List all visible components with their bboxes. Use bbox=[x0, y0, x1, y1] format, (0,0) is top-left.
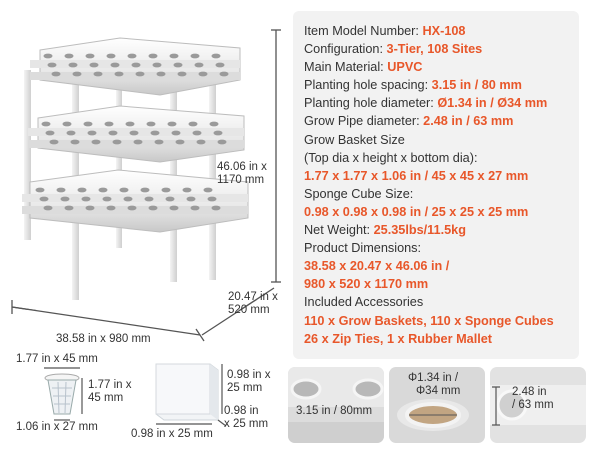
planting-hole bbox=[191, 206, 200, 211]
rack-height-label bbox=[217, 161, 267, 187]
spec-model bbox=[304, 22, 579, 40]
planting-hole bbox=[109, 131, 118, 136]
planting-hole bbox=[86, 206, 95, 211]
planting-hole bbox=[189, 122, 198, 127]
planting-hole bbox=[216, 63, 225, 68]
planting-hole bbox=[107, 206, 116, 211]
sponge-depth-mm: x 25 mm bbox=[224, 418, 269, 430]
planting-hole bbox=[178, 72, 187, 77]
spec-accessories-value-1: 110 x Grow Baskets, 110 x Sponge Cubes bbox=[304, 313, 554, 328]
planting-hole bbox=[73, 72, 82, 77]
planting-hole bbox=[105, 122, 114, 127]
planting-hole bbox=[36, 188, 45, 193]
spec-hole-diameter bbox=[304, 94, 579, 112]
spec-config-value: 3-Tier, 108 Sites bbox=[386, 42, 483, 57]
sponge-cube-icon bbox=[148, 356, 228, 428]
planting-hole bbox=[84, 122, 93, 127]
spec-spacing-value: 3.15 in / 80 mm bbox=[431, 78, 522, 93]
planting-hole bbox=[40, 197, 49, 202]
planting-hole bbox=[120, 188, 129, 193]
sponge-depth-label bbox=[224, 405, 268, 431]
planting-hole bbox=[63, 122, 72, 127]
specifications-panel bbox=[293, 11, 579, 359]
planting-hole bbox=[191, 54, 200, 59]
planting-hole bbox=[166, 197, 175, 202]
spec-material-label: Main Material: bbox=[304, 60, 388, 75]
pipe-diameter-label bbox=[512, 386, 554, 412]
planting-hole bbox=[128, 54, 137, 59]
spec-weight-value: 25.35lbs/11.5kg bbox=[373, 223, 466, 238]
sponge-height-mm: 25 mm bbox=[227, 382, 263, 394]
planting-hole bbox=[78, 188, 87, 193]
planting-hole bbox=[145, 197, 154, 202]
planting-hole bbox=[99, 188, 108, 193]
spec-accessories-value-2: 26 x Zip Ties, 1 x Rubber Mallet bbox=[304, 331, 493, 346]
planting-hole bbox=[187, 197, 196, 202]
planting-hole bbox=[94, 72, 103, 77]
planting-hole bbox=[136, 72, 145, 77]
planting-hole bbox=[46, 131, 55, 136]
planting-hole bbox=[149, 206, 158, 211]
hydroponic-rack-illustration bbox=[0, 0, 290, 310]
spec-dims-label: Product Dimensions: bbox=[304, 241, 422, 256]
planting-hole bbox=[90, 63, 99, 68]
sponge-height-label bbox=[227, 369, 270, 395]
planting-hole bbox=[208, 197, 217, 202]
spec-material bbox=[304, 58, 579, 76]
spec-sponge-value: 0.98 x 0.98 x 0.98 in / 25 x 25 x 25 mm bbox=[304, 204, 529, 219]
planting-hole bbox=[174, 63, 183, 68]
spec-pipe-label: Grow Pipe diameter: bbox=[304, 114, 424, 129]
rack-depth-mm: 520 mm bbox=[228, 304, 270, 316]
planting-hole bbox=[199, 72, 208, 77]
planting-hole bbox=[193, 131, 202, 136]
planting-hole bbox=[124, 197, 133, 202]
planting-hole bbox=[212, 206, 221, 211]
planting-hole bbox=[183, 188, 192, 193]
pipe-diameter-mm: / 63 mm bbox=[512, 399, 554, 411]
basket-height-in: 1.77 in x bbox=[88, 379, 132, 391]
planting-hole bbox=[65, 206, 74, 211]
planting-hole bbox=[151, 131, 160, 136]
planting-hole bbox=[115, 72, 124, 77]
planting-hole bbox=[52, 72, 61, 77]
sponge-width-label: 0.98 in x 25 mm bbox=[131, 428, 213, 440]
planting-hole bbox=[147, 122, 156, 127]
planting-hole bbox=[176, 140, 185, 145]
planting-hole bbox=[107, 54, 116, 59]
planting-hole bbox=[65, 54, 74, 59]
spec-model-value: HX-108 bbox=[422, 24, 466, 38]
spec-pipe-value: 2.48 in / 63 mm bbox=[423, 114, 514, 129]
planting-hole bbox=[162, 188, 171, 193]
rack-width-label: 38.58 in x 980 mm bbox=[56, 333, 151, 345]
spec-spacing-label: Planting hole spacing: bbox=[304, 78, 432, 93]
planting-hole bbox=[44, 54, 53, 59]
spec-hole-spacing bbox=[304, 76, 579, 94]
sponge-height-in: 0.98 in x bbox=[227, 369, 271, 381]
planting-hole bbox=[42, 122, 51, 127]
spec-dims-value-2: 980 x 520 x 1170 mm bbox=[304, 277, 429, 292]
planting-hole bbox=[155, 140, 164, 145]
planting-hole bbox=[126, 122, 135, 127]
spec-basket-value: 1.77 x 1.77 x 1.06 in / 45 x 45 x 27 mm bbox=[304, 168, 529, 183]
planting-hole bbox=[132, 63, 141, 68]
planting-hole bbox=[170, 54, 179, 59]
planting-hole bbox=[71, 140, 80, 145]
hole-spacing-label: 3.15 in / 80mm bbox=[296, 405, 373, 417]
spec-config-label: Configuration: bbox=[304, 42, 387, 57]
basket-height-label bbox=[88, 379, 131, 405]
basket-height-mm: 45 mm bbox=[88, 392, 124, 404]
planting-hole bbox=[214, 131, 223, 136]
planting-hole bbox=[48, 63, 57, 68]
planting-hole bbox=[157, 72, 166, 77]
hole-diameter-mm: Φ34 mm bbox=[416, 385, 461, 397]
grow-basket-icon bbox=[36, 366, 86, 426]
planting-hole bbox=[204, 188, 213, 193]
planting-hole bbox=[153, 63, 162, 68]
planting-hole bbox=[103, 197, 112, 202]
planting-hole bbox=[149, 54, 158, 59]
spec-configuration bbox=[304, 40, 579, 58]
planting-hole bbox=[67, 131, 76, 136]
planting-hole bbox=[113, 140, 122, 145]
basket-top-label: 1.77 in x 45 mm bbox=[16, 353, 98, 365]
planting-hole bbox=[210, 122, 219, 127]
planting-hole bbox=[86, 54, 95, 59]
planting-hole bbox=[168, 122, 177, 127]
planting-hole bbox=[128, 206, 137, 211]
spec-weight-label: Net Weight: bbox=[304, 223, 374, 238]
spec-material-value: UPVC bbox=[387, 60, 423, 75]
planting-hole bbox=[212, 54, 221, 59]
rack-depth-in: 20.47 in x bbox=[228, 291, 278, 303]
planting-hole bbox=[218, 140, 227, 145]
planting-hole bbox=[170, 206, 179, 211]
planting-hole bbox=[92, 140, 101, 145]
planting-hole bbox=[130, 131, 139, 136]
hole-diameter-in: Φ1.34 in / bbox=[408, 372, 459, 384]
rack-height-in: 46.06 in x bbox=[217, 161, 267, 173]
planting-hole bbox=[197, 140, 206, 145]
sponge-depth-in: 0.98 in bbox=[224, 405, 259, 417]
rack-depth-label bbox=[228, 291, 278, 317]
planting-hole bbox=[57, 188, 66, 193]
spec-hole-label: Planting hole diameter: bbox=[304, 96, 438, 111]
planting-hole bbox=[44, 206, 53, 211]
planting-hole bbox=[111, 63, 120, 68]
spec-hole-value: Ø1.34 in / Ø34 mm bbox=[437, 96, 548, 111]
planting-hole bbox=[195, 63, 204, 68]
planting-hole bbox=[82, 197, 91, 202]
planting-hole bbox=[61, 197, 70, 202]
spec-dims-value-1: 38.58 x 20.47 x 46.06 in / bbox=[304, 259, 450, 274]
spec-pipe-diameter bbox=[304, 112, 579, 130]
spec-basket-note: (Top dia x height x bottom dia): bbox=[304, 150, 478, 165]
pipe-diameter-in: 2.48 in bbox=[512, 386, 547, 398]
planting-hole bbox=[134, 140, 143, 145]
hole-diameter-label bbox=[408, 372, 460, 398]
spec-model-label: Item Model Number: bbox=[304, 24, 423, 38]
spec-basket-label: Grow Basket Size bbox=[304, 132, 405, 147]
basket-bottom-label: 1.06 in x 27 mm bbox=[16, 421, 98, 433]
rack-height-mm: 1170 mm bbox=[217, 174, 265, 186]
planting-hole bbox=[220, 72, 229, 77]
planting-hole bbox=[141, 188, 150, 193]
planting-hole bbox=[69, 63, 78, 68]
planting-hole bbox=[88, 131, 97, 136]
spec-weight bbox=[304, 221, 579, 239]
planting-hole bbox=[172, 131, 181, 136]
spec-accessories-label: Included Accessories bbox=[304, 295, 424, 310]
spec-sponge-label: Sponge Cube Size: bbox=[304, 186, 414, 201]
planting-hole bbox=[50, 140, 59, 145]
